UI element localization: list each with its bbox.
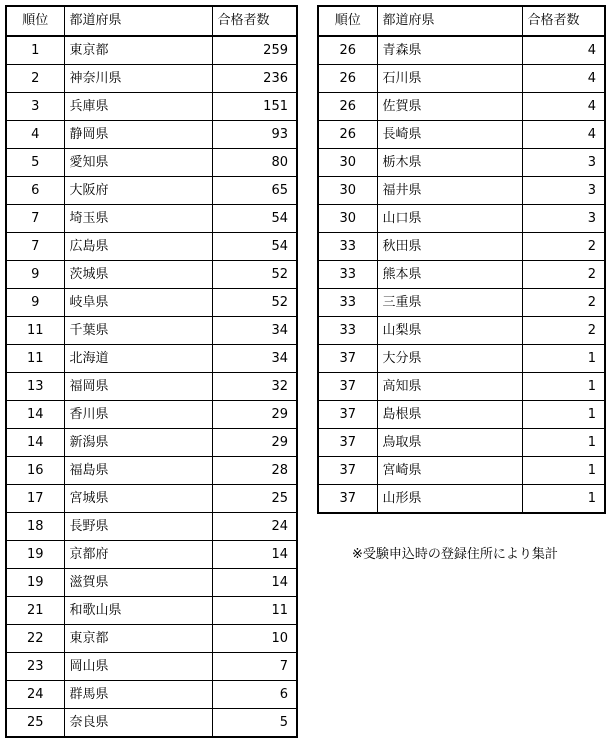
rank-cell: 5	[6, 149, 64, 177]
table-row	[318, 261, 605, 289]
count-cell: 54	[212, 233, 297, 261]
rank-cell: 9	[6, 261, 64, 289]
prefecture-cell: 福島県	[64, 457, 212, 485]
ranking-table-right-body	[318, 6, 605, 513]
prefecture-cell: 東京都	[64, 625, 212, 653]
table-row	[6, 569, 297, 597]
table-row	[6, 121, 297, 149]
count-cell: 3	[522, 149, 605, 177]
prefecture-cell: 高知県	[377, 373, 522, 401]
prefecture-cell: 福井県	[377, 177, 522, 205]
rank-cell: 30	[318, 149, 377, 177]
table-row	[6, 513, 297, 541]
prefecture-cell: 静岡県	[64, 121, 212, 149]
table-row	[318, 93, 605, 121]
header-rank: 順位	[6, 6, 64, 36]
count-cell: 52	[212, 261, 297, 289]
table-row	[6, 653, 297, 681]
table-row	[6, 625, 297, 653]
count-cell: 4	[522, 36, 605, 65]
table-row	[6, 65, 297, 93]
rank-cell: 26	[318, 93, 377, 121]
rank-cell: 37	[318, 373, 377, 401]
rank-cell: 37	[318, 485, 377, 514]
rank-cell: 11	[6, 317, 64, 345]
count-cell: 1	[522, 345, 605, 373]
count-cell: 4	[522, 93, 605, 121]
table-row	[6, 93, 297, 121]
ranking-table-left	[5, 5, 298, 738]
prefecture-cell: 島根県	[377, 401, 522, 429]
table-header-row	[318, 6, 605, 36]
table-row	[6, 149, 297, 177]
table-row	[6, 205, 297, 233]
prefecture-cell: 広島県	[64, 233, 212, 261]
table-row	[318, 289, 605, 317]
prefecture-cell: 長崎県	[377, 121, 522, 149]
table-row	[6, 36, 297, 65]
rank-cell: 14	[6, 401, 64, 429]
rank-cell: 23	[6, 653, 64, 681]
prefecture-cell: 熊本県	[377, 261, 522, 289]
prefecture-cell: 埼玉県	[64, 205, 212, 233]
count-cell: 6	[212, 681, 297, 709]
rank-cell: 14	[6, 429, 64, 457]
prefecture-cell: 滋賀県	[64, 569, 212, 597]
count-cell: 1	[522, 429, 605, 457]
prefecture-cell: 宮崎県	[377, 457, 522, 485]
count-cell: 2	[522, 261, 605, 289]
table-row	[318, 401, 605, 429]
rank-cell: 6	[6, 177, 64, 205]
table-row	[318, 429, 605, 457]
count-cell: 5	[212, 709, 297, 738]
count-cell: 32	[212, 373, 297, 401]
table-row	[318, 233, 605, 261]
count-cell: 25	[212, 485, 297, 513]
rank-cell: 17	[6, 485, 64, 513]
prefecture-cell: 群馬県	[64, 681, 212, 709]
count-cell: 4	[522, 121, 605, 149]
count-cell: 1	[522, 401, 605, 429]
header-count: 合格者数	[522, 6, 605, 36]
prefecture-cell: 大阪府	[64, 177, 212, 205]
count-cell: 3	[522, 205, 605, 233]
count-cell: 7	[212, 653, 297, 681]
prefecture-cell: 奈良県	[64, 709, 212, 738]
rank-cell: 25	[6, 709, 64, 738]
prefecture-cell: 千葉県	[64, 317, 212, 345]
count-cell: 2	[522, 233, 605, 261]
count-cell: 3	[522, 177, 605, 205]
rank-cell: 7	[6, 205, 64, 233]
rank-cell: 33	[318, 289, 377, 317]
table-row	[6, 541, 297, 569]
count-cell: 1	[522, 457, 605, 485]
prefecture-cell: 新潟県	[64, 429, 212, 457]
rank-cell: 26	[318, 36, 377, 65]
count-cell: 54	[212, 205, 297, 233]
count-cell: 65	[212, 177, 297, 205]
header-prefecture: 都道府県	[377, 6, 522, 36]
rank-cell: 7	[6, 233, 64, 261]
rank-cell: 18	[6, 513, 64, 541]
table-row	[318, 36, 605, 65]
rank-cell: 9	[6, 289, 64, 317]
count-cell: 151	[212, 93, 297, 121]
prefecture-cell: 愛知県	[64, 149, 212, 177]
table-row	[6, 317, 297, 345]
prefecture-cell: 三重県	[377, 289, 522, 317]
rank-cell: 33	[318, 233, 377, 261]
ranking-table-right	[317, 5, 606, 514]
table-row	[6, 177, 297, 205]
prefecture-cell: 京都府	[64, 541, 212, 569]
header-count: 合格者数	[212, 6, 297, 36]
header-rank: 順位	[318, 6, 377, 36]
count-cell: 14	[212, 541, 297, 569]
rank-cell: 37	[318, 345, 377, 373]
count-cell: 80	[212, 149, 297, 177]
table-row	[6, 345, 297, 373]
count-cell: 11	[212, 597, 297, 625]
table-row	[318, 457, 605, 485]
count-cell: 1	[522, 485, 605, 514]
table-row	[318, 317, 605, 345]
ranking-table-left-body	[6, 6, 297, 737]
count-cell: 4	[522, 65, 605, 93]
prefecture-cell: 山形県	[377, 485, 522, 514]
prefecture-cell: 山口県	[377, 205, 522, 233]
table-row	[6, 681, 297, 709]
count-cell: 236	[212, 65, 297, 93]
prefecture-cell: 長野県	[64, 513, 212, 541]
count-cell: 29	[212, 401, 297, 429]
prefecture-cell: 青森県	[377, 36, 522, 65]
prefecture-cell: 東京都	[64, 36, 212, 65]
rank-cell: 19	[6, 541, 64, 569]
prefecture-cell: 大分県	[377, 345, 522, 373]
table-row	[6, 289, 297, 317]
rank-cell: 1	[6, 36, 64, 65]
prefecture-cell: 佐賀県	[377, 93, 522, 121]
rank-cell: 33	[318, 317, 377, 345]
count-cell: 259	[212, 36, 297, 65]
table-row	[318, 65, 605, 93]
table-row	[6, 485, 297, 513]
prefecture-cell: 宮城県	[64, 485, 212, 513]
count-cell: 28	[212, 457, 297, 485]
prefecture-cell: 秋田県	[377, 233, 522, 261]
count-cell: 93	[212, 121, 297, 149]
count-cell: 1	[522, 373, 605, 401]
rank-cell: 16	[6, 457, 64, 485]
rank-cell: 37	[318, 401, 377, 429]
prefecture-cell: 和歌山県	[64, 597, 212, 625]
prefecture-cell: 茨城県	[64, 261, 212, 289]
count-cell: 52	[212, 289, 297, 317]
table-row	[6, 233, 297, 261]
count-cell: 24	[212, 513, 297, 541]
rank-cell: 4	[6, 121, 64, 149]
prefecture-cell: 兵庫県	[64, 93, 212, 121]
prefecture-cell: 山梨県	[377, 317, 522, 345]
table-row	[318, 345, 605, 373]
rank-cell: 33	[318, 261, 377, 289]
rank-cell: 37	[318, 457, 377, 485]
count-cell: 29	[212, 429, 297, 457]
rank-cell: 21	[6, 597, 64, 625]
prefecture-cell: 岐阜県	[64, 289, 212, 317]
table-row	[318, 121, 605, 149]
prefecture-cell: 栃木県	[377, 149, 522, 177]
count-cell: 2	[522, 289, 605, 317]
rank-cell: 26	[318, 121, 377, 149]
table-row	[6, 457, 297, 485]
rank-cell: 3	[6, 93, 64, 121]
rank-cell: 22	[6, 625, 64, 653]
count-cell: 10	[212, 625, 297, 653]
table-row	[6, 597, 297, 625]
rank-cell: 19	[6, 569, 64, 597]
prefecture-cell: 神奈川県	[64, 65, 212, 93]
table-row	[318, 205, 605, 233]
rank-cell: 26	[318, 65, 377, 93]
prefecture-cell: 鳥取県	[377, 429, 522, 457]
prefecture-cell: 北海道	[64, 345, 212, 373]
rank-cell: 13	[6, 373, 64, 401]
rank-cell: 2	[6, 65, 64, 93]
rank-cell: 30	[318, 205, 377, 233]
table-row	[318, 149, 605, 177]
table-row	[318, 177, 605, 205]
rank-cell: 11	[6, 345, 64, 373]
table-header-row	[6, 6, 297, 36]
count-cell: 34	[212, 317, 297, 345]
footnote: ※受験申込時の登録住所により集計	[352, 547, 558, 562]
table-row	[318, 485, 605, 514]
rank-cell: 24	[6, 681, 64, 709]
table-row	[6, 401, 297, 429]
prefecture-cell: 福岡県	[64, 373, 212, 401]
prefecture-cell: 石川県	[377, 65, 522, 93]
prefecture-cell: 香川県	[64, 401, 212, 429]
count-cell: 14	[212, 569, 297, 597]
rank-cell: 30	[318, 177, 377, 205]
count-cell: 2	[522, 317, 605, 345]
header-prefecture: 都道府県	[64, 6, 212, 36]
table-row	[318, 373, 605, 401]
prefecture-cell: 岡山県	[64, 653, 212, 681]
table-row	[6, 373, 297, 401]
count-cell: 34	[212, 345, 297, 373]
table-row	[6, 261, 297, 289]
rank-cell: 37	[318, 429, 377, 457]
table-row	[6, 429, 297, 457]
table-row	[6, 709, 297, 738]
